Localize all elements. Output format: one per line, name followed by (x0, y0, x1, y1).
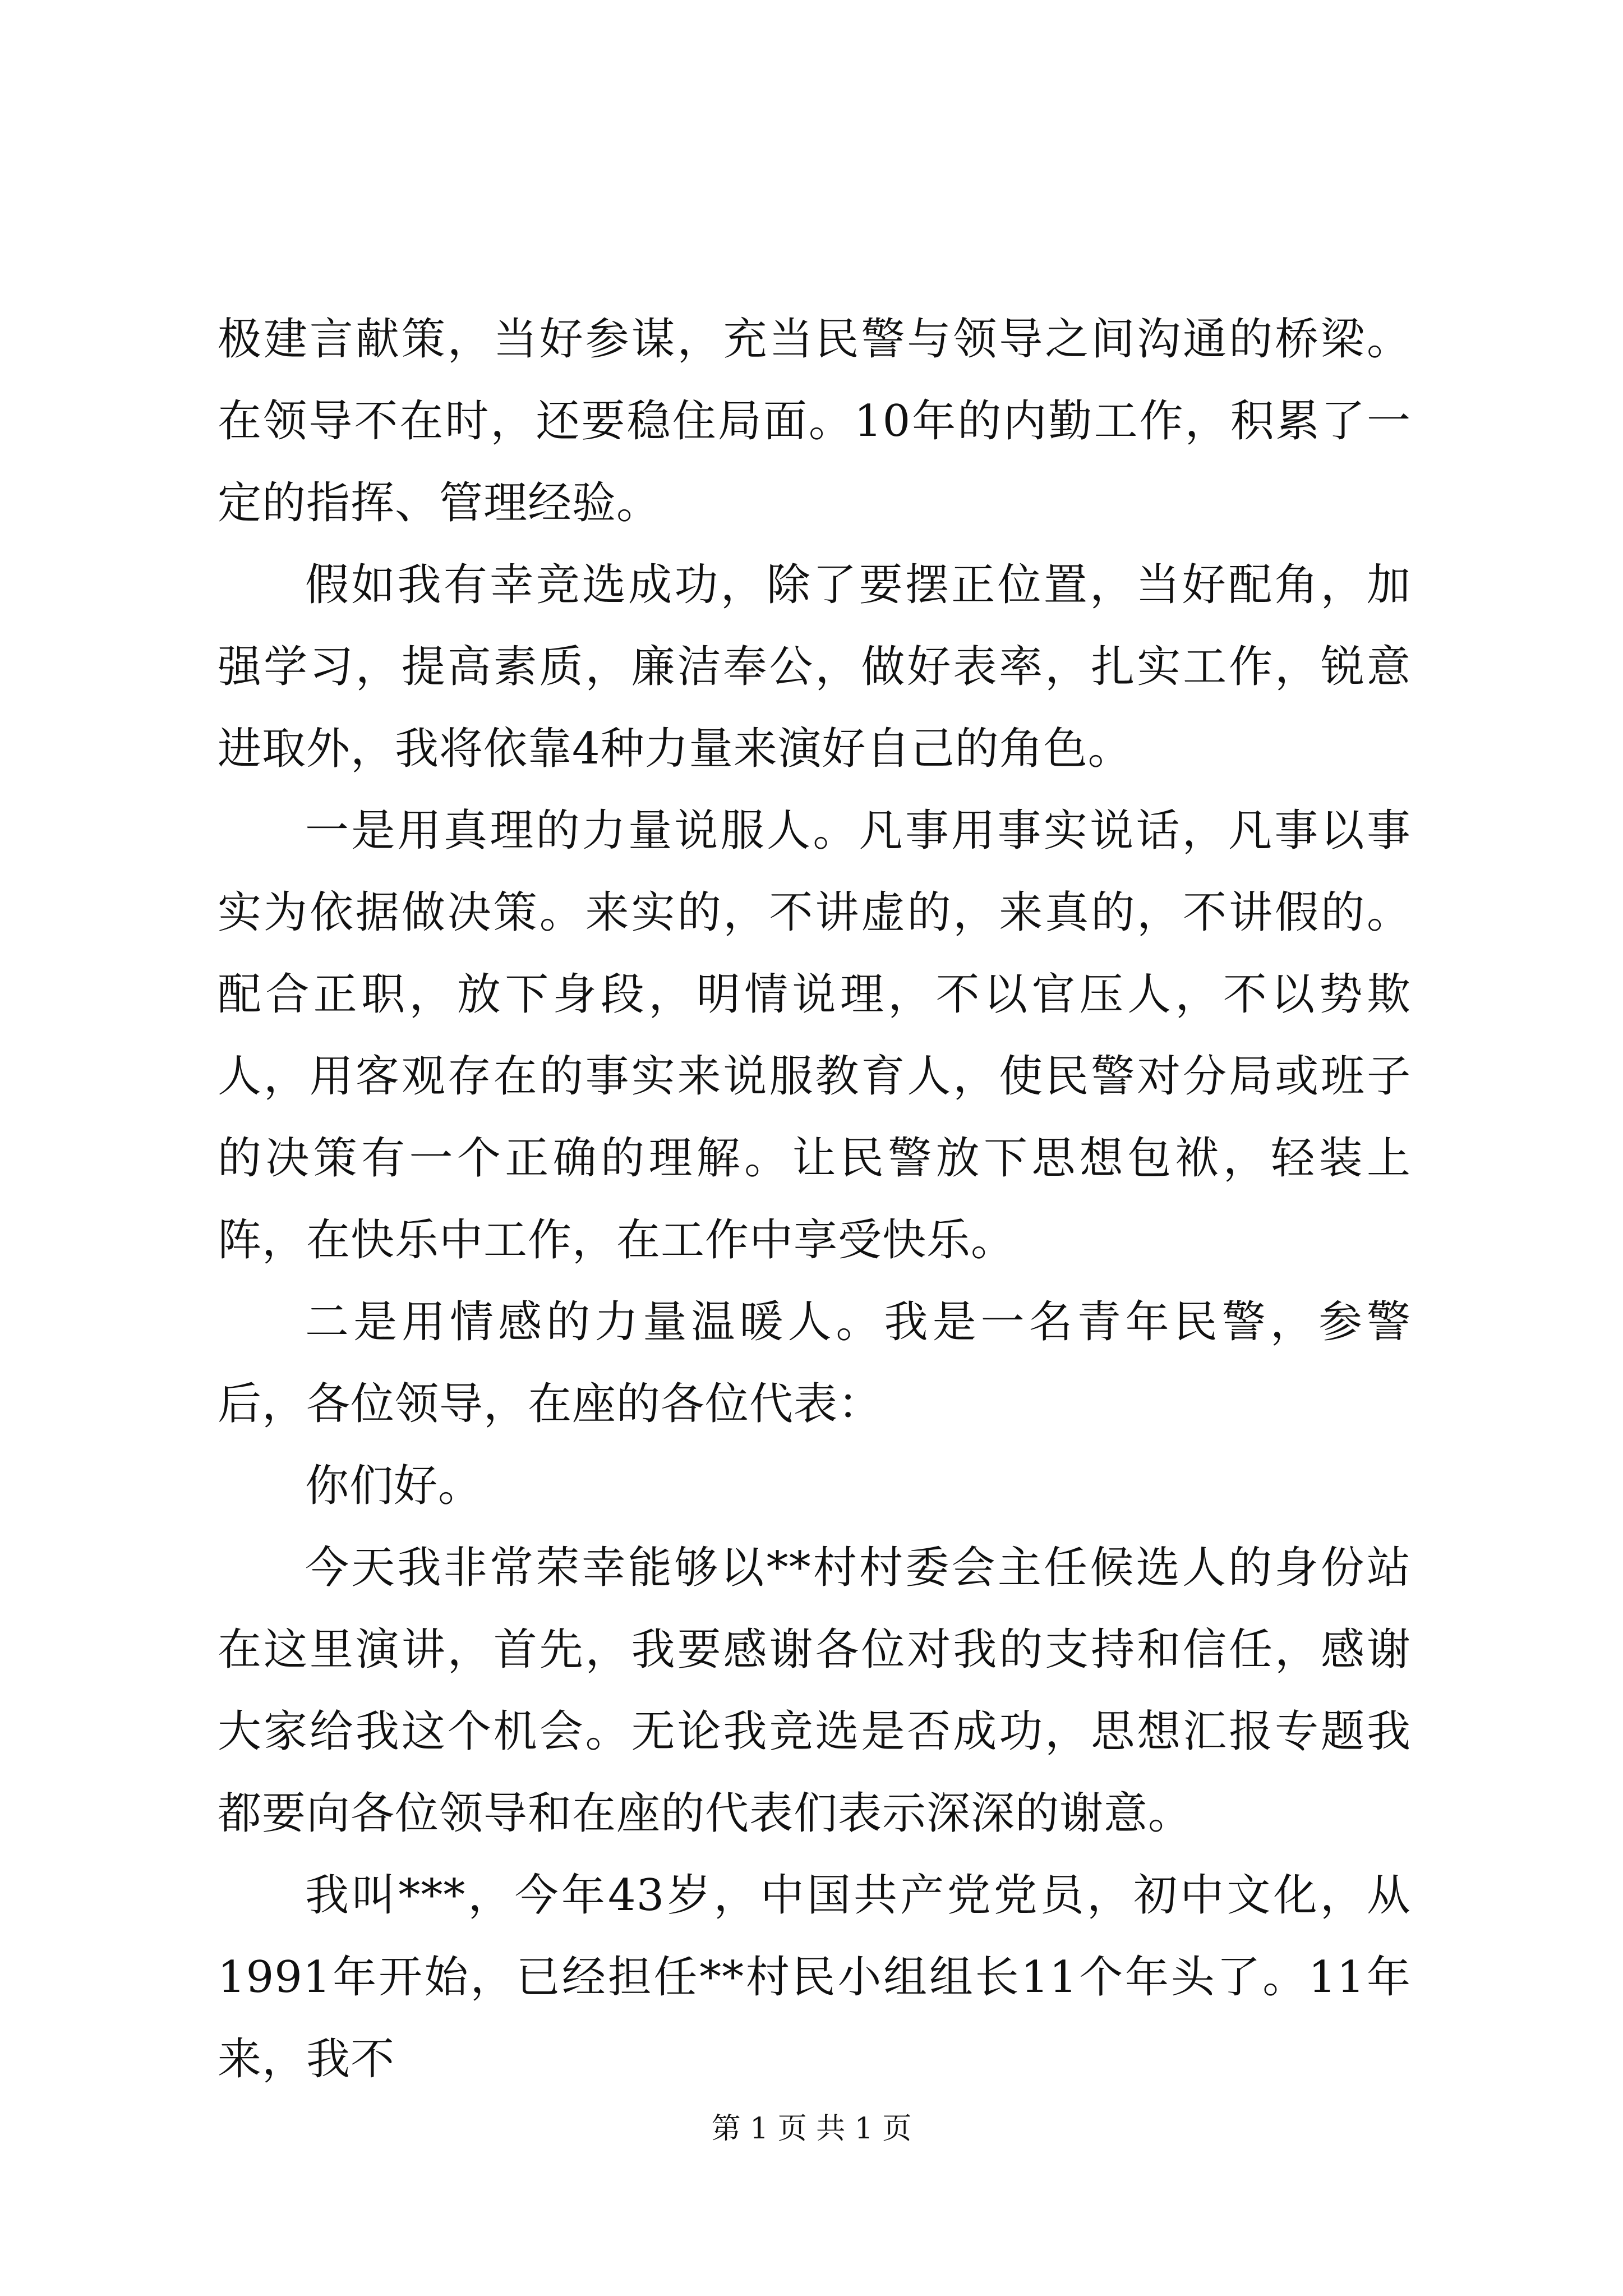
document-body (218, 298, 1411, 2100)
page-footer (0, 2109, 1623, 2148)
paragraph-3: 一是用真理的力量说服人。凡事用事实说话，凡事以事实为依据做决策。来实的，不讲虚的，来真的，不讲假的。配合正职，放下身段，明情说理，不以官压人，不以势欺人，用客观存在的事实来说服教育人，使民警对分局或班子的决策有一个正确的理解。让民警放下思想包袱，轻装上阵，在快乐中工作，在工作中享受快乐。 (218, 806, 1411, 1266)
paragraph-7: 我叫***，今年43岁，中国共产党党员，初中文化，从1991年开始，已经担任**村民小组组长11个年头了。11年来，我不 (218, 1870, 1411, 2085)
page-number-label: 第 1 页 共 1 页 (711, 2112, 912, 2146)
paragraph-1: 极建言献策，当好参谋，充当民警与领导之间沟通的桥梁。在领导不在时，还要稳住局面。10年的内勤工作，积累了一定的指挥、管理经验。 (218, 314, 1411, 528)
paragraph-5: 你们好。 (305, 1461, 483, 1511)
paragraph-2: 假如我有幸竞选成功，除了要摆正位置，当好配角，加强学习，提高素质，廉洁奉公，做好表率，扎实工作，锐意进取外，我将依靠4种力量来演好自己的角色。 (218, 560, 1411, 774)
paragraph-4: 二是用情感的力量温暖人。我是一名青年民警，参警后，各位领导，在座的各位代表： (218, 1297, 1411, 1429)
paragraph-6: 今天我非常荣幸能够以**村村委会主任候选人的身份站在这里演讲，首先，我要感谢各位对我的支持和信任，感谢大家给我这个机会。无论我竞选是否成功，思想汇报专题我都要向各位领导和在座的代表们表示深深的谢意。 (218, 1543, 1411, 1839)
